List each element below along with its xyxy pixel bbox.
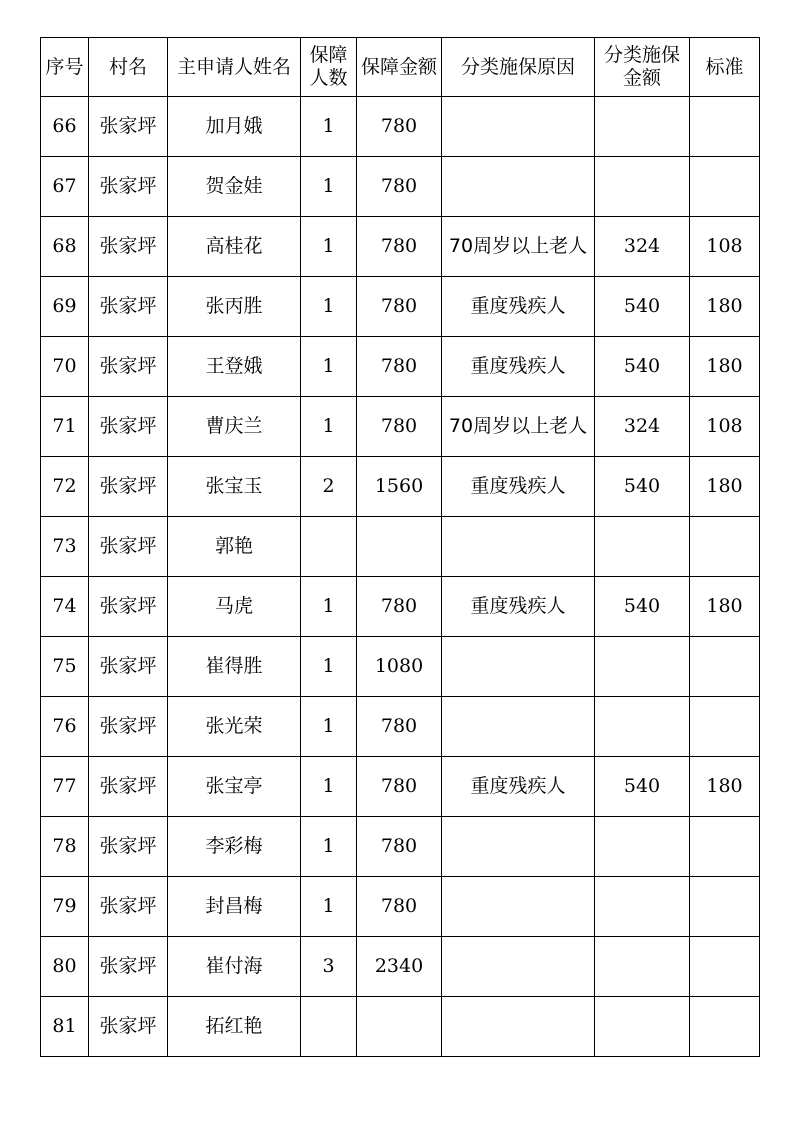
cell-persons: 1 xyxy=(301,697,357,757)
table-row xyxy=(41,457,760,517)
cell-amount: 780 xyxy=(357,277,442,337)
cell-serial-no: 81 xyxy=(41,997,89,1057)
cell-amount: 780 xyxy=(357,217,442,277)
cell-amount: 1560 xyxy=(357,457,442,517)
cell-village: 张家坪 xyxy=(89,997,168,1057)
cell-serial-no: 76 xyxy=(41,697,89,757)
cell-persons: 1 xyxy=(301,397,357,457)
cell-classification-amount xyxy=(595,697,690,757)
cell-standard: 108 xyxy=(690,217,760,277)
table-row xyxy=(41,97,760,157)
cell-village: 张家坪 xyxy=(89,757,168,817)
cell-persons: 1 xyxy=(301,337,357,397)
cell-applicant-name: 高桂花 xyxy=(168,217,301,277)
cell-classification-amount xyxy=(595,817,690,877)
cell-classification-amount xyxy=(595,637,690,697)
cell-classification-reason: 重度残疾人 xyxy=(442,457,595,517)
cell-standard xyxy=(690,697,760,757)
cell-amount: 1080 xyxy=(357,637,442,697)
cell-serial-no: 69 xyxy=(41,277,89,337)
cell-applicant-name: 崔得胜 xyxy=(168,637,301,697)
cell-applicant-name: 郭艳 xyxy=(168,517,301,577)
cell-applicant-name: 贺金娃 xyxy=(168,157,301,217)
cell-serial-no: 66 xyxy=(41,97,89,157)
cell-village: 张家坪 xyxy=(89,337,168,397)
cell-classification-reason xyxy=(442,997,595,1057)
table-row xyxy=(41,817,760,877)
header-row xyxy=(41,38,760,97)
cell-serial-no: 80 xyxy=(41,937,89,997)
table-row xyxy=(41,997,760,1057)
cell-persons: 2 xyxy=(301,457,357,517)
table-row xyxy=(41,937,760,997)
header-classification-amount: 分类施保金额 xyxy=(595,38,690,97)
cell-applicant-name: 崔付海 xyxy=(168,937,301,997)
cell-village: 张家坪 xyxy=(89,877,168,937)
cell-persons: 1 xyxy=(301,637,357,697)
cell-classification-reason: 重度残疾人 xyxy=(442,757,595,817)
cell-village: 张家坪 xyxy=(89,397,168,457)
cell-classification-reason xyxy=(442,697,595,757)
cell-persons xyxy=(301,517,357,577)
cell-persons xyxy=(301,997,357,1057)
table-row xyxy=(41,697,760,757)
cell-classification-reason xyxy=(442,637,595,697)
cell-persons: 1 xyxy=(301,877,357,937)
cell-standard xyxy=(690,877,760,937)
cell-applicant-name: 张丙胜 xyxy=(168,277,301,337)
cell-classification-reason xyxy=(442,817,595,877)
cell-classification-amount: 540 xyxy=(595,277,690,337)
cell-village: 张家坪 xyxy=(89,817,168,877)
cell-amount: 780 xyxy=(357,97,442,157)
cell-standard xyxy=(690,517,760,577)
table-row xyxy=(41,277,760,337)
cell-classification-amount xyxy=(595,97,690,157)
cell-classification-amount: 324 xyxy=(595,397,690,457)
cell-applicant-name: 张宝玉 xyxy=(168,457,301,517)
table-row xyxy=(41,217,760,277)
cell-standard xyxy=(690,997,760,1057)
cell-classification-reason: 重度残疾人 xyxy=(442,577,595,637)
cell-applicant-name: 张宝亭 xyxy=(168,757,301,817)
cell-standard: 108 xyxy=(690,397,760,457)
cell-serial-no: 67 xyxy=(41,157,89,217)
cell-applicant-name: 张光荣 xyxy=(168,697,301,757)
cell-amount xyxy=(357,517,442,577)
cell-amount: 780 xyxy=(357,157,442,217)
cell-serial-no: 71 xyxy=(41,397,89,457)
cell-persons: 1 xyxy=(301,217,357,277)
cell-classification-amount xyxy=(595,997,690,1057)
cell-village: 张家坪 xyxy=(89,217,168,277)
cell-serial-no: 79 xyxy=(41,877,89,937)
cell-village: 张家坪 xyxy=(89,157,168,217)
cell-classification-reason xyxy=(442,157,595,217)
cell-standard: 180 xyxy=(690,457,760,517)
cell-classification-reason xyxy=(442,97,595,157)
cell-persons: 1 xyxy=(301,817,357,877)
cell-village: 张家坪 xyxy=(89,517,168,577)
cell-applicant-name: 加月娥 xyxy=(168,97,301,157)
cell-serial-no: 75 xyxy=(41,637,89,697)
cell-persons: 1 xyxy=(301,97,357,157)
cell-amount: 780 xyxy=(357,397,442,457)
cell-persons: 1 xyxy=(301,577,357,637)
table-row xyxy=(41,577,760,637)
cell-classification-amount: 540 xyxy=(595,337,690,397)
cell-persons: 1 xyxy=(301,277,357,337)
cell-village: 张家坪 xyxy=(89,697,168,757)
cell-village: 张家坪 xyxy=(89,577,168,637)
cell-standard: 180 xyxy=(690,577,760,637)
cell-applicant-name: 拓红艳 xyxy=(168,997,301,1057)
header-village: 村名 xyxy=(89,38,168,97)
cell-village: 张家坪 xyxy=(89,937,168,997)
cell-classification-reason xyxy=(442,517,595,577)
cell-classification-amount: 540 xyxy=(595,457,690,517)
cell-serial-no: 73 xyxy=(41,517,89,577)
cell-serial-no: 77 xyxy=(41,757,89,817)
cell-amount: 780 xyxy=(357,337,442,397)
cell-amount: 2340 xyxy=(357,937,442,997)
cell-persons: 1 xyxy=(301,757,357,817)
table-row xyxy=(41,157,760,217)
cell-classification-amount xyxy=(595,937,690,997)
header-amount: 保障金额 xyxy=(357,38,442,97)
table-row xyxy=(41,517,760,577)
cell-persons: 1 xyxy=(301,157,357,217)
cell-village: 张家坪 xyxy=(89,277,168,337)
cell-standard xyxy=(690,817,760,877)
header-persons: 保障人数 xyxy=(301,38,357,97)
header-standard: 标准 xyxy=(690,38,760,97)
table-row xyxy=(41,877,760,937)
cell-classification-reason xyxy=(442,877,595,937)
cell-village: 张家坪 xyxy=(89,97,168,157)
table-row xyxy=(41,637,760,697)
cell-classification-amount: 540 xyxy=(595,577,690,637)
cell-standard: 180 xyxy=(690,277,760,337)
cell-classification-reason: 70周岁以上老人 xyxy=(442,217,595,277)
cell-standard: 180 xyxy=(690,337,760,397)
cell-amount: 780 xyxy=(357,697,442,757)
cell-amount: 780 xyxy=(357,877,442,937)
cell-amount xyxy=(357,997,442,1057)
cell-applicant-name: 王登娥 xyxy=(168,337,301,397)
header-classification-reason: 分类施保原因 xyxy=(442,38,595,97)
cell-classification-amount: 324 xyxy=(595,217,690,277)
header-serial-no: 序号 xyxy=(41,38,89,97)
cell-classification-reason: 70周岁以上老人 xyxy=(442,397,595,457)
cell-applicant-name: 封昌梅 xyxy=(168,877,301,937)
cell-amount: 780 xyxy=(357,817,442,877)
cell-classification-amount xyxy=(595,517,690,577)
cell-serial-no: 74 xyxy=(41,577,89,637)
cell-serial-no: 78 xyxy=(41,817,89,877)
cell-amount: 780 xyxy=(357,757,442,817)
cell-serial-no: 68 xyxy=(41,217,89,277)
cell-amount: 780 xyxy=(357,577,442,637)
cell-classification-reason xyxy=(442,937,595,997)
cell-standard xyxy=(690,937,760,997)
table-row xyxy=(41,757,760,817)
cell-serial-no: 72 xyxy=(41,457,89,517)
cell-classification-amount xyxy=(595,157,690,217)
cell-standard xyxy=(690,97,760,157)
header-applicant-name: 主申请人姓名 xyxy=(168,38,301,97)
cell-classification-reason: 重度残疾人 xyxy=(442,277,595,337)
cell-applicant-name: 曹庆兰 xyxy=(168,397,301,457)
cell-classification-reason: 重度残疾人 xyxy=(442,337,595,397)
table-row xyxy=(41,397,760,457)
relief-roster-table xyxy=(40,37,760,1057)
cell-village: 张家坪 xyxy=(89,457,168,517)
roster-body xyxy=(41,97,760,1057)
table-row xyxy=(41,337,760,397)
cell-village: 张家坪 xyxy=(89,637,168,697)
cell-applicant-name: 李彩梅 xyxy=(168,817,301,877)
cell-standard xyxy=(690,637,760,697)
cell-serial-no: 70 xyxy=(41,337,89,397)
cell-standard xyxy=(690,157,760,217)
cell-applicant-name: 马虎 xyxy=(168,577,301,637)
cell-classification-amount: 540 xyxy=(595,757,690,817)
cell-standard: 180 xyxy=(690,757,760,817)
cell-persons: 3 xyxy=(301,937,357,997)
cell-classification-amount xyxy=(595,877,690,937)
